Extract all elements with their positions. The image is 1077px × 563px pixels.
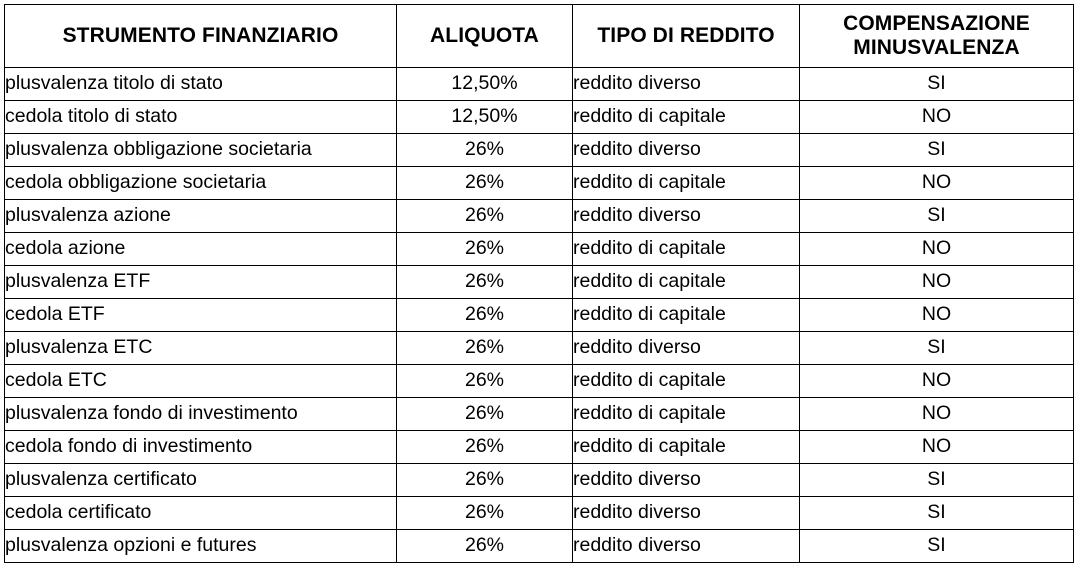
column-header-instrument [5, 5, 397, 68]
cell-income-type: reddito di capitale [573, 167, 800, 200]
cell-loss-offset: NO [800, 233, 1074, 266]
cell-loss-offset: SI [800, 68, 1074, 101]
cell-rate: 12,50% [397, 68, 573, 101]
cell-loss-offset: NO [800, 167, 1074, 200]
cell-instrument: cedola ETF [5, 299, 397, 332]
cell-loss-offset: SI [800, 200, 1074, 233]
cell-income-type: reddito diverso [573, 497, 800, 530]
cell-income-type: reddito diverso [573, 68, 800, 101]
cell-income-type: reddito di capitale [573, 101, 800, 134]
cell-rate: 26% [397, 266, 573, 299]
table-row [5, 530, 1074, 563]
cell-loss-offset: SI [800, 530, 1074, 563]
table-body [5, 68, 1074, 563]
cell-rate: 26% [397, 530, 573, 563]
table-row [5, 233, 1074, 266]
cell-rate: 26% [397, 233, 573, 266]
column-header-loss-offset-line-1: COMPENSAZIONE [843, 11, 1030, 35]
cell-rate: 26% [397, 431, 573, 464]
cell-rate: 12,50% [397, 101, 573, 134]
table-row [5, 332, 1074, 365]
financial-instruments-table [4, 4, 1074, 563]
cell-instrument: plusvalenza ETC [5, 332, 397, 365]
cell-instrument: cedola fondo di investimento [5, 431, 397, 464]
cell-income-type: reddito diverso [573, 530, 800, 563]
table-row [5, 134, 1074, 167]
table-row [5, 200, 1074, 233]
cell-instrument: cedola certificato [5, 497, 397, 530]
table-row [5, 398, 1074, 431]
cell-income-type: reddito di capitale [573, 431, 800, 464]
table-row [5, 167, 1074, 200]
column-header-rate [397, 5, 573, 68]
cell-loss-offset: NO [800, 431, 1074, 464]
cell-income-type: reddito di capitale [573, 266, 800, 299]
cell-loss-offset: NO [800, 299, 1074, 332]
cell-loss-offset: SI [800, 332, 1074, 365]
column-header-loss-offset [800, 5, 1074, 68]
cell-instrument: plusvalenza ETF [5, 266, 397, 299]
cell-rate: 26% [397, 365, 573, 398]
cell-instrument: cedola obbligazione societaria [5, 167, 397, 200]
cell-instrument: plusvalenza obbligazione societaria [5, 134, 397, 167]
cell-instrument: plusvalenza titolo di stato [5, 68, 397, 101]
column-header-instrument-line-1: STRUMENTO FINANZIARIO [62, 23, 339, 47]
table-row [5, 68, 1074, 101]
table-row [5, 464, 1074, 497]
cell-instrument: cedola titolo di stato [5, 101, 397, 134]
table-header-row [5, 5, 1074, 68]
table-header [5, 5, 1074, 68]
cell-income-type: reddito di capitale [573, 299, 800, 332]
column-header-income-type-line-1: TIPO DI REDDITO [597, 23, 775, 47]
cell-instrument: plusvalenza opzioni e futures [5, 530, 397, 563]
cell-instrument: plusvalenza certificato [5, 464, 397, 497]
cell-loss-offset: NO [800, 266, 1074, 299]
cell-loss-offset: NO [800, 365, 1074, 398]
table-row [5, 299, 1074, 332]
cell-income-type: reddito di capitale [573, 365, 800, 398]
cell-rate: 26% [397, 200, 573, 233]
cell-rate: 26% [397, 398, 573, 431]
cell-instrument: plusvalenza fondo di investimento [5, 398, 397, 431]
table-row [5, 431, 1074, 464]
cell-income-type: reddito diverso [573, 464, 800, 497]
cell-income-type: reddito diverso [573, 332, 800, 365]
column-header-rate-line-1: ALIQUOTA [430, 23, 539, 47]
cell-instrument: cedola ETC [5, 365, 397, 398]
table-row [5, 101, 1074, 134]
cell-rate: 26% [397, 497, 573, 530]
cell-rate: 26% [397, 167, 573, 200]
table-row [5, 365, 1074, 398]
cell-income-type: reddito diverso [573, 200, 800, 233]
cell-income-type: reddito di capitale [573, 398, 800, 431]
cell-loss-offset: SI [800, 464, 1074, 497]
table-row [5, 266, 1074, 299]
column-header-income-type [573, 5, 800, 68]
cell-rate: 26% [397, 134, 573, 167]
cell-rate: 26% [397, 464, 573, 497]
cell-loss-offset: SI [800, 134, 1074, 167]
cell-instrument: plusvalenza azione [5, 200, 397, 233]
cell-loss-offset: SI [800, 497, 1074, 530]
column-header-loss-offset-line-2: MINUSVALENZA [853, 36, 1020, 59]
table-row [5, 497, 1074, 530]
cell-rate: 26% [397, 332, 573, 365]
cell-income-type: reddito diverso [573, 134, 800, 167]
cell-income-type: reddito di capitale [573, 233, 800, 266]
cell-rate: 26% [397, 299, 573, 332]
cell-loss-offset: NO [800, 101, 1074, 134]
cell-loss-offset: NO [800, 398, 1074, 431]
cell-instrument: cedola azione [5, 233, 397, 266]
